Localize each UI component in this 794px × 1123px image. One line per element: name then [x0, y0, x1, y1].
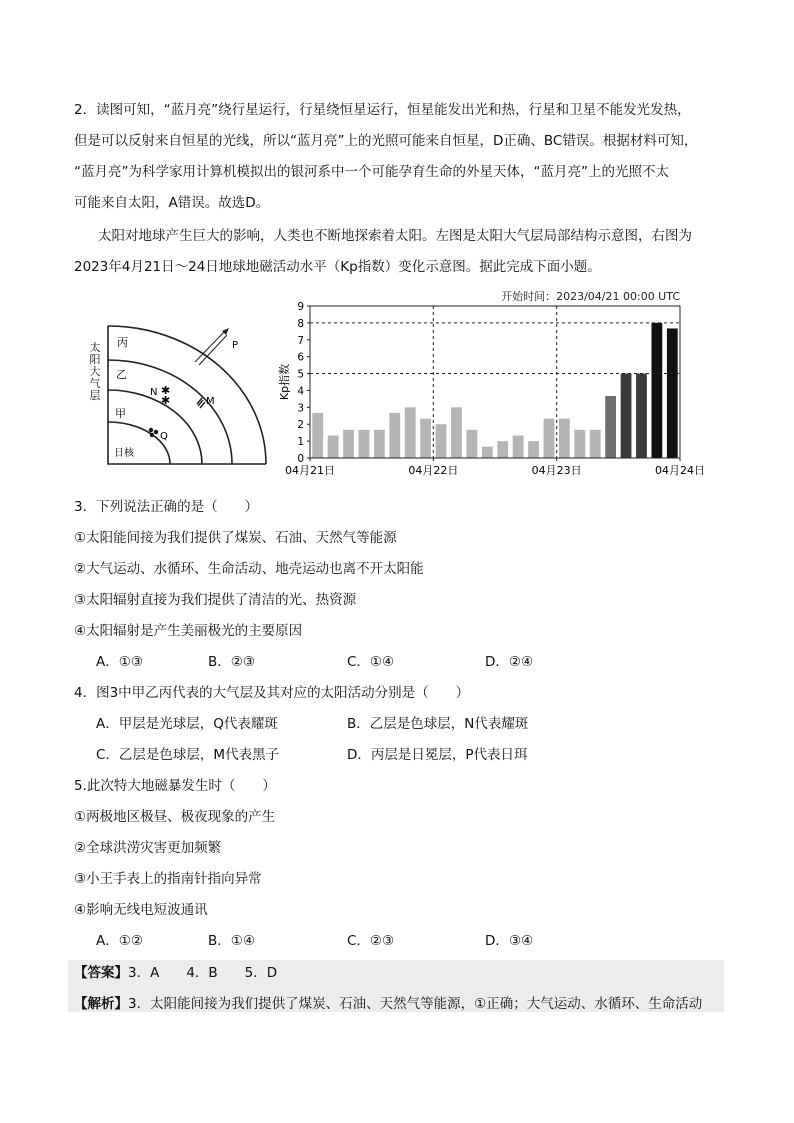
kp-bar	[374, 430, 385, 458]
q5-options	[96, 931, 533, 951]
x-tick-label: 04月23日	[531, 464, 582, 477]
q3-item-4: ④太阳辐射是产生美丽极光的主要原因	[74, 623, 303, 639]
prev-answer-line-3: “蓝月亮”为科学家用计算机模拟出的银河系中一个可能孕育生命的外星天体，“蓝月亮”上的光照不太	[74, 164, 669, 180]
q5-stem: 5.此次特大地磁暴发生时（ ）	[74, 778, 276, 794]
marker-m: M	[206, 396, 215, 407]
q5-option-c[interactable]: C．②③	[347, 933, 395, 949]
q3-option-c[interactable]: C．①④	[347, 654, 395, 670]
layer-label-bing: 丙	[117, 336, 128, 349]
q3-options	[96, 652, 533, 672]
kp-bar	[343, 430, 354, 458]
layer-label-yi: 乙	[116, 368, 127, 381]
q4-option-d[interactable]: D．丙层是日冕层，P代表日珥	[347, 747, 528, 763]
q5-option-a[interactable]: A．①②	[96, 933, 143, 949]
kp-bar	[389, 413, 400, 458]
kp-bar	[497, 441, 508, 458]
y-tick-label: 1	[297, 436, 304, 449]
y-tick-label: 2	[297, 419, 304, 432]
solar-atmosphere-diagram	[84, 318, 274, 466]
kp-bar	[482, 447, 493, 458]
y-axis-label: Kp指数	[278, 363, 291, 401]
outer-arc	[108, 326, 266, 464]
y-tick-label: 3	[297, 402, 304, 415]
kp-bar	[574, 430, 585, 458]
q5-item-1: ①两极地区极昼、极夜现象的产生	[74, 809, 276, 825]
analysis-label: 【解析】	[74, 996, 128, 1012]
y-tick-label: 9	[297, 301, 304, 313]
q4-stem: 4．图3中甲乙丙代表的大气层及其对应的太阳活动分别是（ ）	[74, 685, 470, 701]
kp-bar	[528, 441, 539, 458]
y-tick-label: 6	[297, 351, 304, 364]
kp-bar	[359, 430, 370, 458]
q5-option-b[interactable]: B．①④	[208, 933, 255, 949]
x-tick-label: 04月21日	[285, 464, 335, 477]
y-tick-label: 8	[297, 317, 304, 330]
kp-bar	[621, 374, 632, 458]
q3-item-2: ②大气运动、水循环、生命活动、地壳运动也离不开太阳能	[74, 561, 424, 577]
kp-bar	[451, 407, 462, 458]
q4-option-c[interactable]: C．乙层是色球层，M代表黑子	[96, 747, 280, 763]
intro-line-2: 2023年4月21日～24日地球地磁活动水平（Kp指数）变化示意图。据此完成下面小题。	[74, 259, 601, 275]
x-tick-label: 04月22日	[408, 464, 459, 477]
kp-bar	[312, 413, 323, 458]
marker-n: N	[150, 387, 158, 398]
star-icon: ✱	[161, 394, 171, 407]
q3-item-1: ①太阳能间接为我们提供了煤炭、石油、天然气等能源	[74, 530, 397, 546]
chart-annotation: 开始时间：2023/04/21 00:00 UTC	[501, 290, 680, 303]
x-tick-label: 04月24日	[655, 464, 705, 477]
m-marker-icon	[197, 398, 205, 408]
q3-stem: 3．下列说法正确的是（ ）	[74, 499, 259, 515]
q5-item-4: ④影响无线电短波通讯	[74, 902, 208, 918]
q4-option-a[interactable]: A．甲层是光球层，Q代表耀斑	[96, 716, 278, 732]
kp-bar	[466, 430, 477, 458]
kp-bar	[544, 419, 555, 458]
kp-bar	[667, 328, 678, 458]
marker-q: Q	[160, 431, 168, 442]
prev-answer-line-1: 2．读图可知，“蓝月亮”绕行星运行，行星绕恒星运行，恒星能发出光和热，行星和卫星不能发光发热，	[74, 102, 691, 118]
q3-item-3: ③太阳辐射直接为我们提供了清洁的光、热资源	[74, 592, 357, 608]
answer-text: 3．A 4．B 5．D	[128, 965, 278, 981]
q3-option-b[interactable]: B．②③	[208, 654, 255, 670]
q3-option-d[interactable]: D．②④	[485, 654, 534, 670]
layer-label-jia: 甲	[115, 407, 126, 420]
kp-index-chart	[268, 284, 728, 484]
diagram-side-label: 太阳大气层	[89, 341, 101, 402]
intro-line-1: 太阳对地球产生巨大的影响，人类也不断地探索着太阳。左图是太阳大气层局部结构示意图，右图为	[98, 228, 692, 244]
kp-bar	[513, 436, 524, 458]
answer-line	[74, 963, 277, 983]
kp-bar	[651, 323, 662, 458]
q3-option-a[interactable]: A．①③	[96, 654, 143, 670]
kp-bar	[405, 407, 416, 458]
y-tick-label: 5	[297, 368, 304, 381]
q5-item-3: ③小王手表上的指南针指向异常	[74, 871, 262, 887]
prev-answer-line-4: 可能来自太阳，A错误。故选D。	[74, 195, 270, 211]
kp-bar	[559, 419, 570, 458]
q5-option-d[interactable]: D．③④	[485, 933, 534, 949]
kp-bar	[420, 419, 431, 458]
q4-option-b[interactable]: B．乙层是色球层，N代表耀斑	[347, 716, 529, 732]
y-tick-label: 7	[297, 334, 304, 347]
star-icon: ✱	[161, 384, 171, 397]
y-tick-label: 0	[297, 453, 304, 465]
marker-p: P	[232, 340, 239, 351]
layer-label-core: 日核	[114, 448, 134, 459]
y-tick-label: 4	[297, 385, 304, 398]
analysis-text: 3．太阳能间接为我们提供了煤炭、石油、天然气等能源，①正确；大气运动、水循环、生命活动	[128, 996, 703, 1012]
q5-item-2: ②全球洪涝灾害更加频繁	[74, 840, 222, 856]
kp-bar	[328, 436, 339, 458]
prev-answer-line-2: 但是可以反射来自恒星的光线，所以“蓝月亮”上的光照可能来自恒星，D正确、BC错误。根据材料可知，	[74, 133, 698, 149]
q4-options-row-2	[96, 745, 528, 765]
answer-label: 【答案】	[74, 965, 128, 981]
kp-bar	[605, 396, 616, 458]
kp-bar	[436, 424, 447, 458]
kp-bar	[636, 374, 647, 458]
q4-options-row-1	[96, 714, 528, 734]
kp-bar	[590, 430, 601, 458]
analysis-line	[74, 994, 702, 1014]
